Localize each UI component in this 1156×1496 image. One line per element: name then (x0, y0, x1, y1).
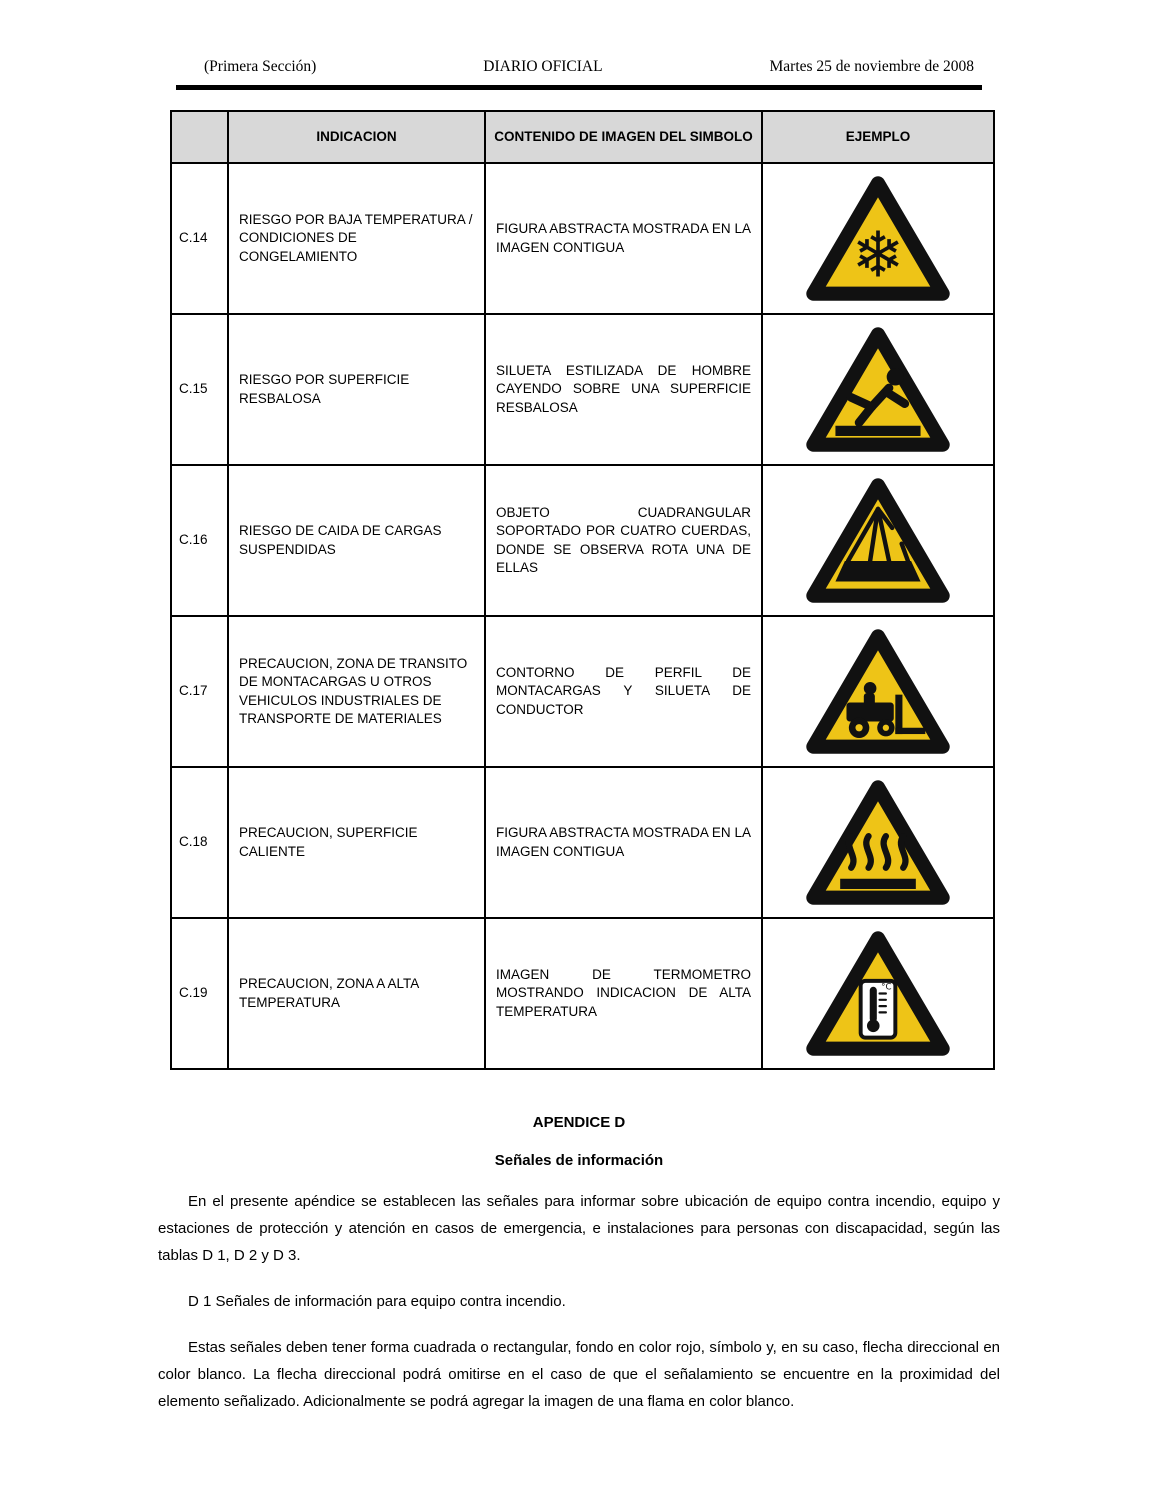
header-rule (176, 85, 982, 90)
snowflake-warning-icon (799, 166, 957, 311)
hot-surface-warning-icon (799, 770, 957, 915)
header-cell-code (171, 111, 228, 163)
header-cell-indication: INDICACION (228, 111, 485, 163)
document-page (158, 0, 1000, 1415)
header-section-label: (Primera Sección) (204, 58, 317, 75)
row-indication: PRECAUCION, SUPERFICIE CALIENTE (228, 767, 485, 918)
page-header (158, 58, 1000, 76)
row-indication: RIESGO POR BAJA TEMPERATURA / CONDICIONES DE CONGELAMIENTO (228, 163, 485, 314)
table-row (171, 918, 994, 1069)
row-example (762, 163, 994, 314)
thermometer-warning-icon (799, 921, 957, 1066)
appendix-paragraph-1: En el presente apéndice se establecen las señales para informar sobre ubicación de equipo contra incendio, equipo y estaciones de protección y atención en casos de emergencia, e instalaciones para personas con discapacidad, según las tablas D 1, D 2 y D 3. (158, 1193, 1000, 1264)
table-header-row (171, 111, 994, 163)
row-code: C.17 (171, 616, 228, 767)
appendix-subtitle: Señales de información (494, 1152, 664, 1169)
row-content: IMAGEN DE TERMOMETRO MOSTRANDO INDICACION DE ALTA TEMPERATURA (485, 918, 762, 1069)
appendix-paragraph-2: Estas señales deben tener forma cuadrada o rectangular, fondo en color rojo, símbolo y, en su caso, flecha direccional en color blanco. La flecha direccional podrá omitirse en el caso de que el señalamiento se encuentre en la proximidad del elemento señalizado. Adicionalmente se podrá agregar la imagen de una flama en color blanco. (158, 1339, 1000, 1410)
table-row (171, 465, 994, 616)
appendix-title: APENDICE D (532, 1114, 626, 1131)
row-code: C.15 (171, 314, 228, 465)
table-row (171, 163, 994, 314)
row-indication: PRECAUCION, ZONA DE TRANSITO DE MONTACARGAS U OTROS VEHICULOS INDUSTRIALES DE TRANSPORTE DE MATERIALES (228, 616, 485, 767)
svg-text:°C: °C (881, 982, 892, 993)
header-title: DIARIO OFICIAL (483, 58, 603, 75)
svg-text:❄: ❄ (851, 217, 905, 292)
forklift-warning-icon (799, 619, 957, 764)
table-row (171, 616, 994, 767)
row-content: SILUETA ESTILIZADA DE HOMBRE CAYENDO SOBRE UNA SUPERFICIE RESBALOSA (485, 314, 762, 465)
header-date: Martes 25 de noviembre de 2008 (769, 58, 974, 75)
table-row (171, 314, 994, 465)
row-example (762, 918, 994, 1069)
slipping-person-warning-icon (799, 317, 957, 462)
table-row (171, 767, 994, 918)
row-indication: RIESGO POR SUPERFICIE RESBALOSA (228, 314, 485, 465)
row-content: FIGURA ABSTRACTA MOSTRADA EN LA IMAGEN CONTIGUA (485, 767, 762, 918)
row-code: C.19 (171, 918, 228, 1069)
row-content: CONTORNO DE PERFIL DE MONTACARGAS Y SILUETA DE CONDUCTOR (485, 616, 762, 767)
header-cell-content: CONTENIDO DE IMAGEN DEL SIMBOLO (485, 111, 762, 163)
row-code: C.14 (171, 163, 228, 314)
row-example (762, 767, 994, 918)
header-cell-example: EJEMPLO (762, 111, 994, 163)
row-code: C.18 (171, 767, 228, 918)
row-content: FIGURA ABSTRACTA MOSTRADA EN LA IMAGEN CONTIGUA (485, 163, 762, 314)
row-example (762, 314, 994, 465)
table-header (171, 111, 994, 163)
warning-signs-table (170, 110, 995, 1070)
row-indication: RIESGO DE CAIDA DE CARGAS SUSPENDIDAS (228, 465, 485, 616)
row-indication: PRECAUCION, ZONA A ALTA TEMPERATURA (228, 918, 485, 1069)
suspended-load-warning-icon (799, 468, 957, 613)
appendix-section (158, 1114, 1000, 1415)
row-content: OBJETO CUADRANGULAR SOPORTADO POR CUATRO CUERDAS, DONDE SE OBSERVA ROTA UNA DE ELLAS (485, 465, 762, 616)
row-code: C.16 (171, 465, 228, 616)
row-example (762, 465, 994, 616)
row-example (762, 616, 994, 767)
appendix-item-d1: D 1 Señales de información para equipo contra incendio. (188, 1293, 566, 1310)
